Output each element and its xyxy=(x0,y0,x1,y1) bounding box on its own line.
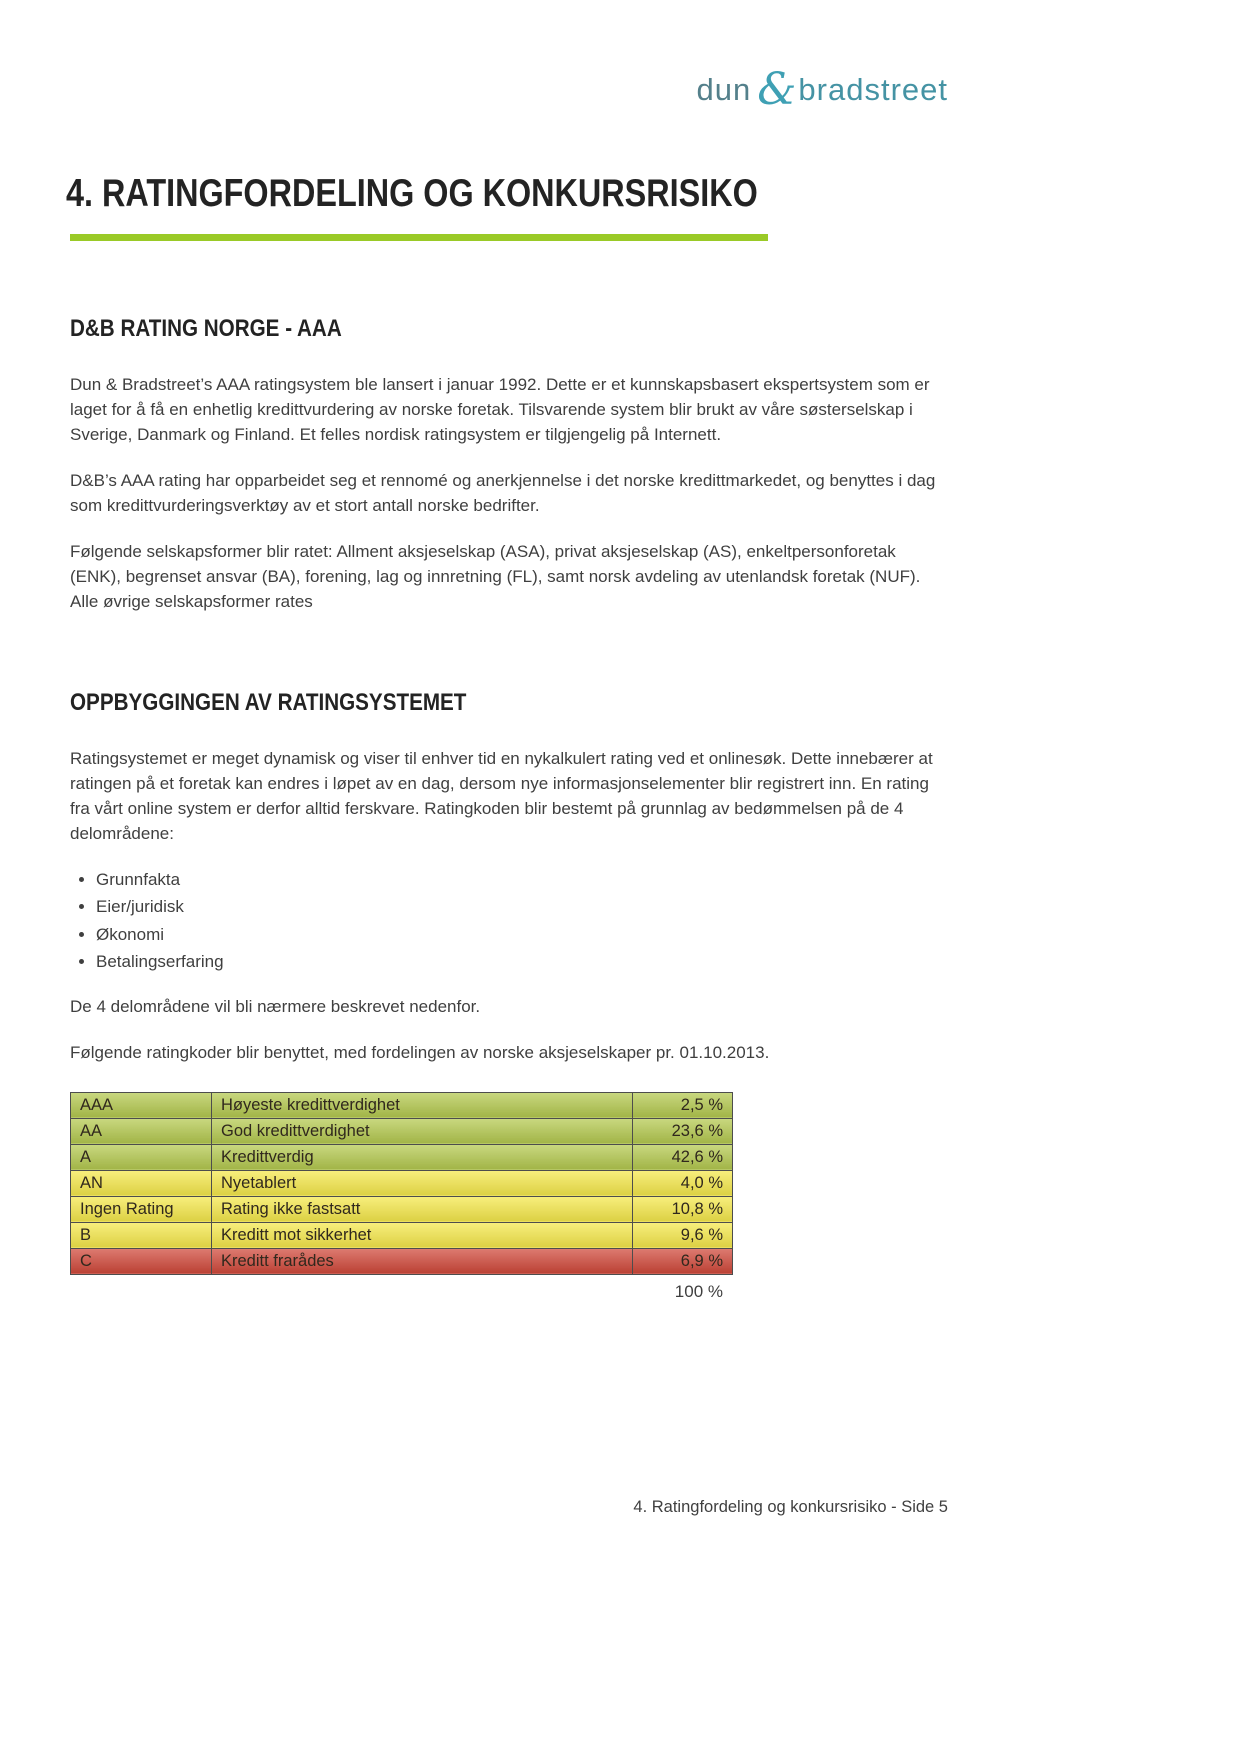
rating-percent-cell: 10,8 % xyxy=(633,1196,733,1222)
table-row xyxy=(71,1222,733,1248)
logo-word-dun: dun xyxy=(696,72,752,107)
rating-description-cell: Høyeste kredittverdighet xyxy=(212,1092,633,1118)
rating-percent-cell: 2,5 % xyxy=(633,1092,733,1118)
page-title: 4. RATINGFORDELING OG KONKURSRISIKO xyxy=(66,172,758,215)
rating-description-cell: Nyetablert xyxy=(212,1170,633,1196)
rating-description-cell: Rating ikke fastsatt xyxy=(212,1196,633,1222)
rating-code-cell: C xyxy=(71,1248,212,1274)
section-heading-rating-norge: D&B RATING NORGE - AAA xyxy=(70,315,342,342)
rating-code-cell: A xyxy=(71,1144,212,1170)
paragraph: Ratingsystemet er meget dynamisk og viser til enhver tid en nykalkulert rating ved et onlinesøk. Dette innebærer at ratingen på et foretak kan endres i løpet av en dag, dersom nye informasjonselementer blir registrert inn. En rating fra vårt online system er derfor alltid ferskvare. Ratingkoden blir bestemt på grunnlag av bedømmelsen på de 4 delområdene: xyxy=(70,748,933,843)
rating-description-cell: Kredittverdig xyxy=(212,1144,633,1170)
rating-percent-cell: 6,9 % xyxy=(633,1248,733,1274)
paragraph: Følgende selskapsformer blir ratet: Allment aksjeselskap (ASA), privat aksjeselskap (AS), enkeltpersonforetak (ENK), begrenset ansvar (BA), forening, lag og innretning (FL), samt norsk avdeling av utenlandsk foretak (NUF). Alle øvrige selskapsformer rates xyxy=(70,541,921,611)
page-footer: 4. Ratingfordeling og konkursrisiko - Side 5 xyxy=(633,1498,948,1516)
rating-areas-list xyxy=(96,869,1171,974)
table-row xyxy=(71,1118,733,1144)
table-total: 100 % xyxy=(674,1281,723,1301)
bullet-item: • Grunnfakta xyxy=(96,869,1171,891)
table-row xyxy=(71,1196,733,1222)
bullet-item: • Betalingserfaring xyxy=(96,951,1171,973)
bullet-item: • Økonomi xyxy=(96,924,1171,946)
rating-percent-cell: 42,6 % xyxy=(633,1144,733,1170)
rating-table xyxy=(70,1092,733,1275)
bullet-item: • Eier/juridisk xyxy=(96,896,1171,918)
logo-row xyxy=(70,0,948,115)
table-row xyxy=(71,1144,733,1170)
section-2-after-paragraphs xyxy=(70,995,948,1066)
rating-percent-cell: 9,6 % xyxy=(633,1222,733,1248)
rating-description-cell: Kreditt frarådes xyxy=(212,1248,633,1274)
rating-code-cell: AN xyxy=(71,1170,212,1196)
rating-description-cell: God kredittverdighet xyxy=(212,1118,633,1144)
section-heading-oppbyggingen: OPPBYGGINGEN AV RATINGSYSTEMET xyxy=(70,688,467,716)
table-row xyxy=(71,1170,733,1196)
dun-bradstreet-logo: dun & bradstreet xyxy=(696,64,948,115)
title-accent-rule xyxy=(70,234,768,241)
logo-word-bradstreet: bradstreet xyxy=(798,72,948,107)
rating-code-cell: AAA xyxy=(71,1092,212,1118)
paragraph: Følgende ratingkoder blir benyttet, med fordelingen av norske aksjeselskaper pr. 01.10.2013. xyxy=(70,1042,770,1062)
table-row xyxy=(71,1248,733,1274)
paragraph: D&B’s AAA rating har opparbeidet seg et rennomé og anerkjennelse i det norske kredittmarkedet, og benyttes i dag som kredittvurderingsverktøy av et stort antall norske bedrifter. xyxy=(70,470,936,515)
table-row xyxy=(71,1092,733,1118)
rating-description-cell: Kreditt mot sikkerhet xyxy=(212,1222,633,1248)
paragraph: Dun & Bradstreet’s AAA ratingsystem ble lansert i januar 1992. Dette er et kunnskapsbasert ekspertsystem som er laget for å få en enhetlig kredittvurdering av norske foretak. Tilsvarende system blir brukt av våre søsterselskap i Sverige, Danmark og Finland. Et felles nordisk ratingsystem er tilgjengelig på Internett. xyxy=(70,375,930,444)
paragraph: De 4 delområdene vil bli nærmere beskrevet nedenfor. xyxy=(70,996,481,1016)
section-1-paragraphs xyxy=(70,373,948,615)
section-2-paragraphs xyxy=(70,747,948,847)
rating-code-cell: AA xyxy=(71,1118,212,1144)
rating-percent-cell: 23,6 % xyxy=(633,1118,733,1144)
rating-code-cell: Ingen Rating xyxy=(71,1196,212,1222)
rating-code-cell: B xyxy=(71,1222,212,1248)
rating-percent-cell: 4,0 % xyxy=(633,1170,733,1196)
